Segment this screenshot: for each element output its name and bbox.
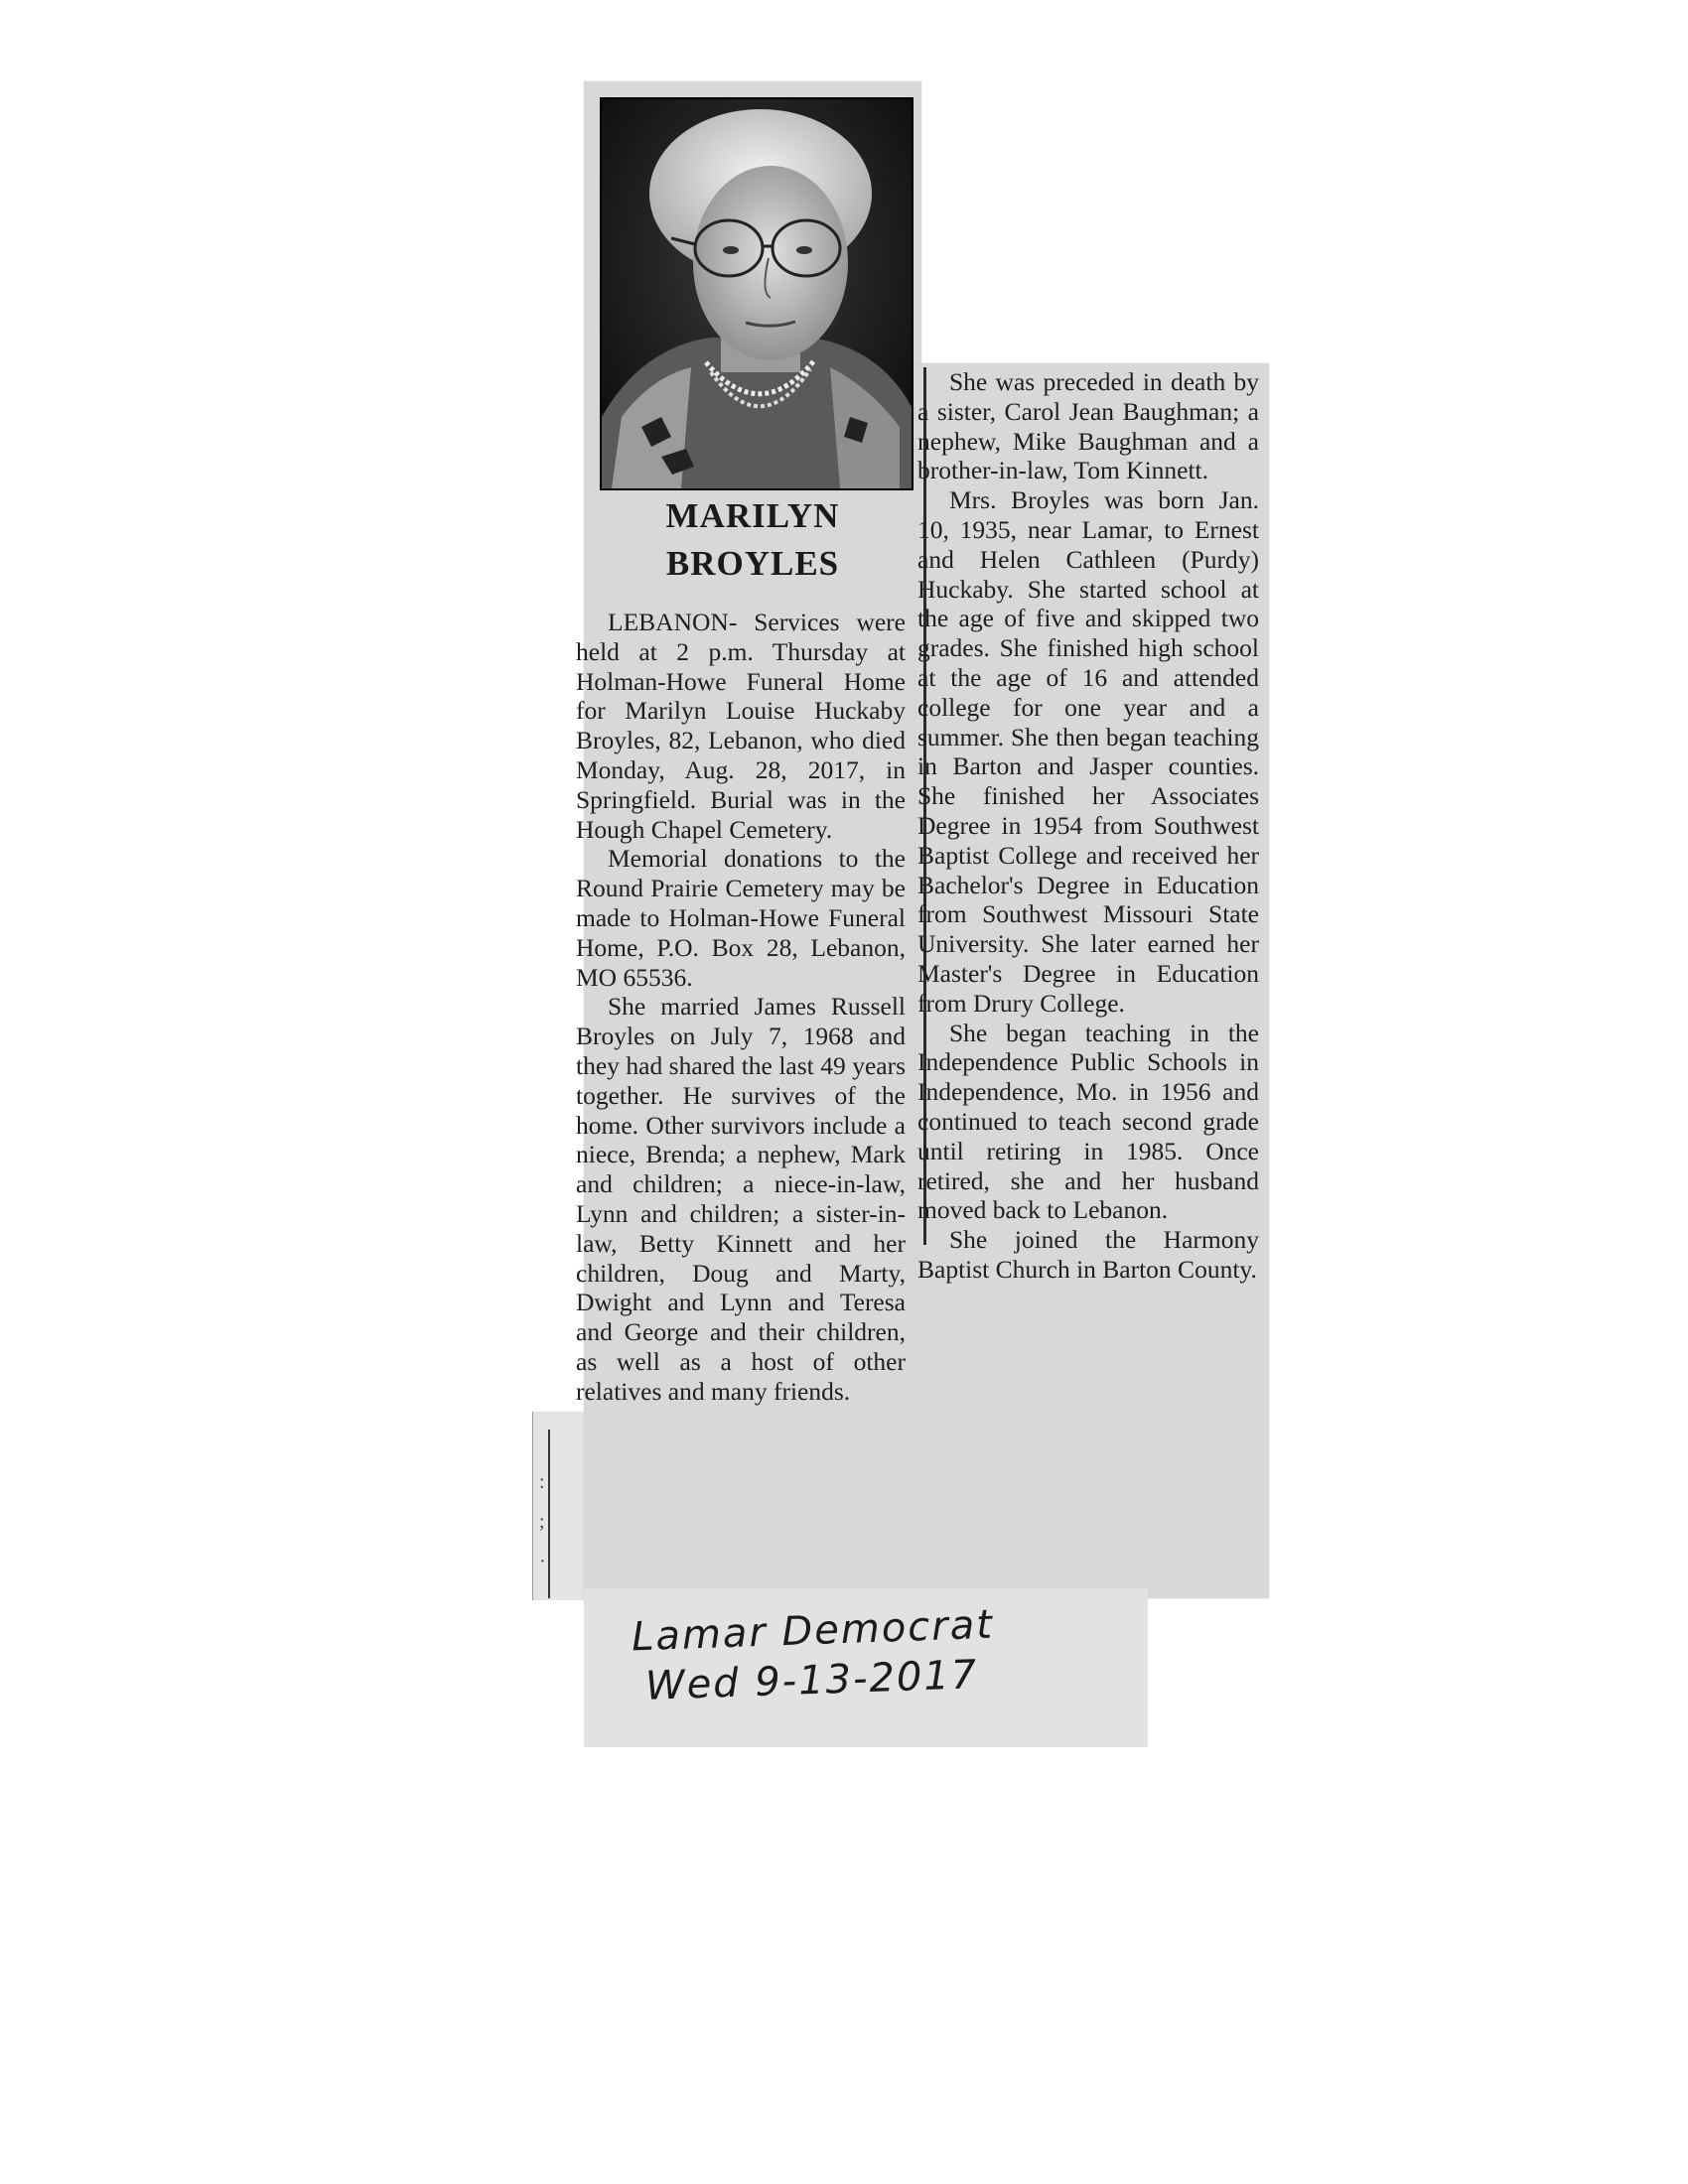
- portrait-image: [602, 99, 912, 488]
- handwritten-source: Lamar Democrat: [631, 1601, 995, 1661]
- paragraph: She began teaching in the Independence Public Schools in Independence, Mo. in 1956 and continued to teach second grade until retiring in 1985. Once retired, she and her husband moved back to Lebanon.: [917, 1018, 1259, 1225]
- portrait-photo: [600, 97, 914, 490]
- paragraph: LEBANON- Services were held at 2 p.m. Thursday at Holman-Howe Funeral Home for Marilyn Louise Huckaby Broyles, 82, Lebanon, who died Monday, Aug. 28, 2017, in Springfield. Burial was in the Hough Chapel Cemetery.: [576, 608, 906, 844]
- paragraph: She was preceded in death by a sister, Carol Jean Baughman; a nephew, Mike Baughman and a brother-in-law, Tom Kinnett.: [917, 367, 1259, 485]
- clipping-fragment: [532, 1412, 589, 1600]
- paragraph: Mrs. Broyles was born Jan. 10, 1935, near Lamar, to Ernest and Helen Cathleen (Purdy) Huckaby. She started school at the age of five and skipped two grades. She finished high school at the age of 16 and attended college for one year and a summer. She then began teaching in Barton and Jasper counties. She finished her Associates Degree in 1954 from Southwest Baptist College and received her Bachelor's Degree in Education from Southwest Missouri State University. She later earned her Master's Degree in Education from Drury College.: [917, 485, 1259, 1018]
- fragment-mark: ;: [539, 1511, 545, 1533]
- paragraph: Memorial donations to the Round Prairie Cemetery may be made to Holman-Howe Funeral Home, P.O. Box 28, Lebanon, MO 65536.: [576, 844, 906, 992]
- name-heading-line-2: BROYLES: [665, 544, 840, 583]
- left-text-column: [576, 608, 906, 1407]
- fragment-mark: ·: [539, 1551, 546, 1572]
- name-heading-line-1: MARILYN: [665, 496, 840, 535]
- handwritten-date: Wed 9-13-2017: [644, 1652, 979, 1709]
- paragraph: She married James Russell Broyles on July 7, 1968 and they had shared the last 49 years together. He survives of the home. Other survivors include a niece, Brenda; a nephew, Mark and children; a niece-in-law, Lynn and children; a sister-in-law, Betty Kinnett and her children, Doug and Marty, Dwight and Lynn and Teresa and George and their children, as well as a host of other relatives and many friends.: [576, 992, 906, 1406]
- fragment-rule: [548, 1430, 550, 1598]
- paragraph: She joined the Harmony Baptist Church in Barton County.: [917, 1225, 1259, 1284]
- right-text-column: [917, 367, 1259, 1285]
- fragment-mark: :: [539, 1471, 545, 1493]
